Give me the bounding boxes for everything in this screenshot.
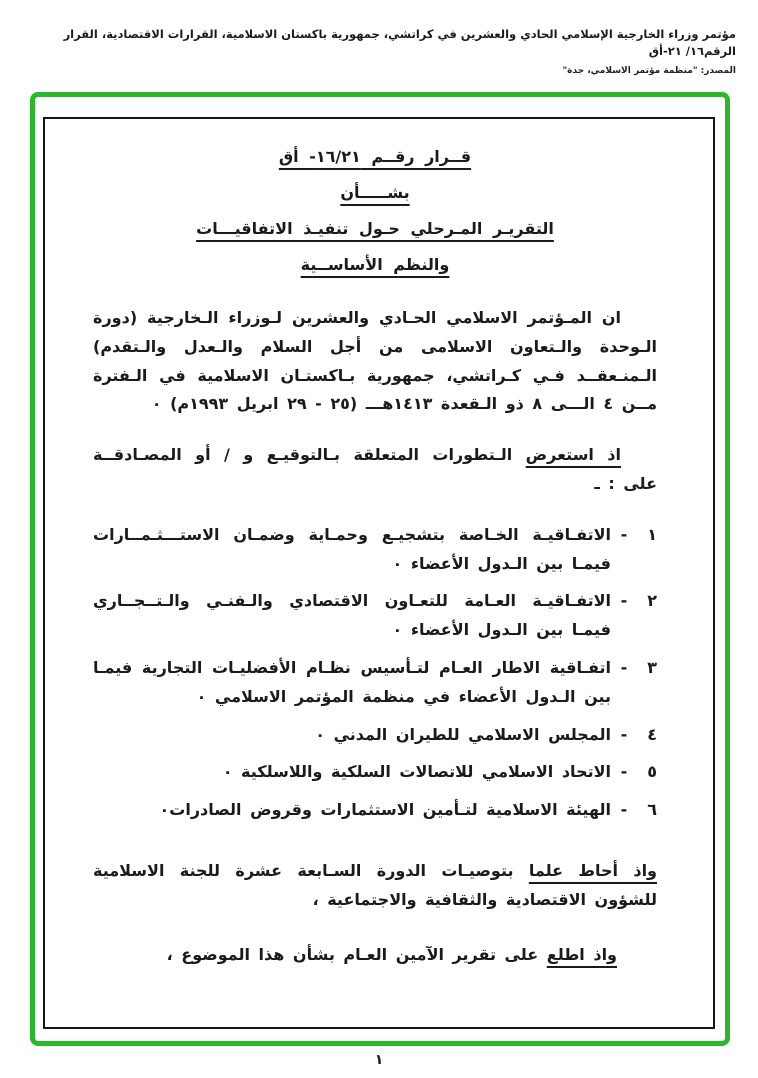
list-item-dash: - <box>620 657 628 677</box>
inner-border-frame <box>43 117 715 1029</box>
preamble-paragraph: ان المـؤتمر الاسلامي الحـادي والعشرين لـوزراء الـخارجية (دورة الـوحدة والـتعاون الاسلامى من أجل السلام والـعدل والـتقدم) الـمنـعقــد فـي كـراتشي، جمهورية بـاكستـان الاسلامية في الـفترة مــن ٤ الـــى ٨ ذو الـقعدة ١٤١٣هـــ (٢٥ - ٢٩ ابريل ١٩٩٣م) ٠ <box>93 308 657 414</box>
title-regarding: بشـــــأن <box>340 183 410 202</box>
list-item-number: ٤ <box>647 724 657 744</box>
list-item <box>93 654 657 712</box>
page-number: ١ <box>374 1052 384 1068</box>
list-item-text: المجلس الاسلامي للطيران المدني ٠ <box>315 724 611 744</box>
header-citation: مؤتمر وزراء الخارجية الإسلامي الحادي والعشرين في كراتشي، جمهورية باكستان الاسلامية، القرارات الاقتصادية، القرار الرقم١٦/ ٢١-أق <box>63 27 736 59</box>
list-item-text: الاتحاد الاسلامي للاتصالات السلكية واللاسلكية ٠ <box>222 762 611 782</box>
list-item-text: اتفـاقية الاطار العـام لتـأسيس نظـام الأفضليـات التجارية فيمـا بين الـدول الأعضاء في منظمة المؤتمر الاسلامي ٠ <box>93 657 611 706</box>
list-item-number: ٣ <box>647 657 657 677</box>
list-item <box>93 721 657 750</box>
report-rest: على تقرير الآمين العـام بشأن هذا الموضوع ، <box>166 944 547 964</box>
reviewed-report-paragraph <box>93 941 657 970</box>
list-item-number: ٢ <box>647 591 657 611</box>
document-header <box>22 26 736 76</box>
header-source: المصدر: "منظمة مؤتمر الاسلامي، جدة" <box>562 65 736 76</box>
title-subject-line2: والنظم الأساســية <box>300 255 450 274</box>
report-lead: واذ اطلع <box>546 944 617 964</box>
list-item-dash: - <box>620 800 628 820</box>
list-item <box>93 521 657 579</box>
agreements-list <box>93 521 657 825</box>
list-item-number: ٥ <box>647 762 657 782</box>
list-item-text: الهيئة الاسلامية لتـأمين الاستثمارات وقروض الصادرات٠ <box>159 800 611 820</box>
noted-rest: بتوصيـات الدورة السـابعة عشرة للجنة الاسلامية للشؤون الاقتصادية والثقافية والاجتماعية ، <box>93 860 657 909</box>
list-item <box>93 796 657 825</box>
noted-lead: واذ أحاط علما <box>528 860 658 880</box>
list-item-number: ١ <box>647 524 657 544</box>
list-item-dash: - <box>620 591 628 611</box>
reviewed-paragraph <box>93 441 657 499</box>
resolution-number-title: قــرار رقــم ١٦/٢١- أق <box>278 147 472 166</box>
list-item-dash: - <box>620 724 628 744</box>
document-body <box>45 119 713 1027</box>
list-item <box>93 758 657 787</box>
list-item-text: الاتفـاقيـة العـامة للتعـاون الاقتصادي والـفنـي والـتــجــاري فيمـا بين الـدول الأعضاء ٠ <box>93 591 611 640</box>
noted-recommendations-paragraph <box>93 857 657 915</box>
list-item-text: الاتفـاقيـة الخـاصة بتشجيـع وحمـاية وضمـان الاستـــثـمــارات فيمـا بين الـدول الأعضاء ٠ <box>93 524 611 573</box>
list-item-dash: - <box>620 524 628 544</box>
title-subject-line1: التقريـر المـرحلي حـول تنفيـذ الاتفاقيـــات <box>196 219 554 238</box>
green-border-frame <box>30 92 730 1046</box>
reviewed-rest: الـتطورات المتعلقة بـالتوقيـع و / أو المصـادقــة على : ـ <box>93 445 657 493</box>
list-item-number: ٦ <box>647 800 657 820</box>
list-item-dash: - <box>620 762 628 782</box>
reviewed-lead: اذ استعرض <box>525 445 622 465</box>
list-item <box>93 587 657 645</box>
title-block <box>93 147 657 274</box>
